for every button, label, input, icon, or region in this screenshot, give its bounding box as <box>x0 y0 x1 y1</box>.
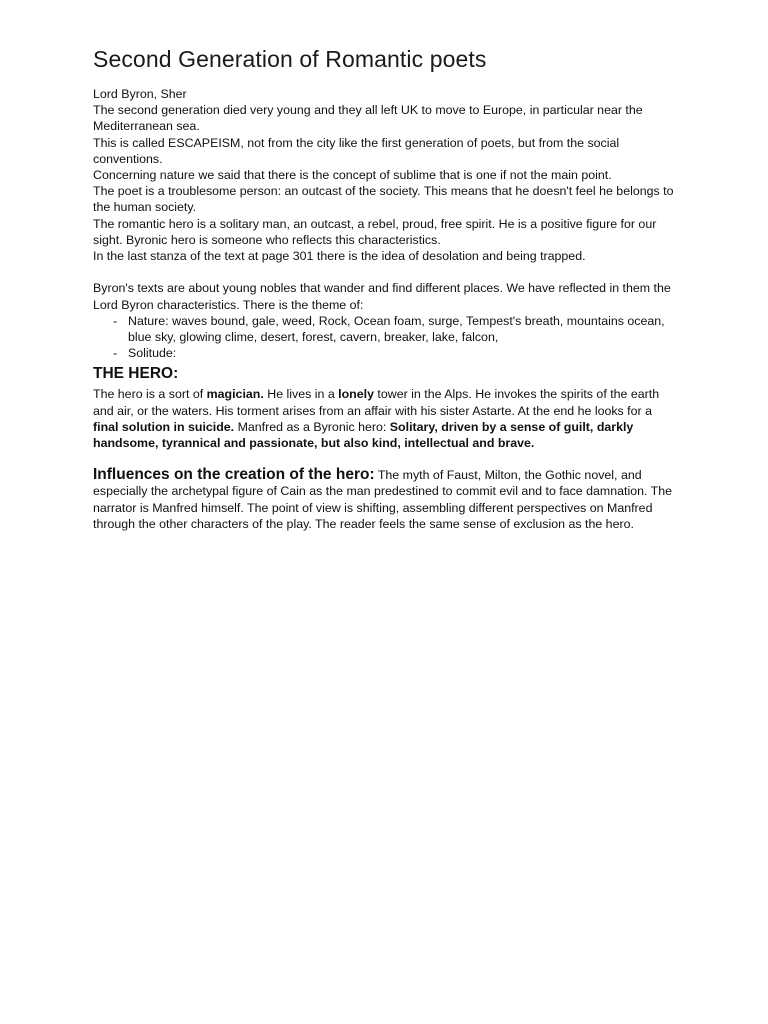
document-body <box>93 86 678 532</box>
hero-bold-final-solution: final solution in suicide. <box>93 419 235 434</box>
hero-text-3: tower in the Alps. He invokes the spirits of the earth and air, or the waters. His torment arises from an affair with his sister Astarte. At the end he looks for a <box>93 387 660 418</box>
byron-paragraph: Byron's texts are about young nobles that wander and find different places. We have reflected in them the Lord Byron characteristics. There is the theme of: <box>93 281 671 312</box>
list-item-text: Solitude: <box>128 346 177 361</box>
hero-heading: THE HERO: <box>93 365 179 383</box>
influences-paragraph <box>93 467 678 532</box>
document-title: Second Generation of Romantic poets <box>93 46 487 72</box>
hero-text-4: Manfred as a Byronic hero: <box>234 419 390 434</box>
intro-line-poet: The poet is a troublesome person: an outcast of the society. This means that he doesn't feel he belongs to the human society. <box>93 184 674 215</box>
hero-bold-lonely: lonely <box>338 387 374 402</box>
hero-paragraph <box>93 386 678 451</box>
influences-heading: Influences on the creation of the hero: <box>93 466 375 484</box>
hero-text-1: The hero is a sort of <box>93 387 207 402</box>
blank-line <box>93 264 678 280</box>
list-item-text: Nature: waves bound, gale, weed, Rock, Ocean foam, surge, Tempest's breath, mountains ocean, blue sky, glowing clime, desert, forest, cavern, breaker, lake, falcon, <box>128 313 665 345</box>
intro-line-nature: Concerning nature we said that there is the concept of sublime that is one if not the main point. <box>93 168 612 183</box>
hero-bold-magician: magician. <box>206 387 264 402</box>
list-dash: - <box>113 313 118 328</box>
intro-line-last-stanza: In the last stanza of the text at page 301 there is the idea of desolation and being trapped. <box>93 249 586 264</box>
blank-line <box>93 451 678 467</box>
intro-line-second-generation: The second generation died very young and they all left UK to move to Europe, in particular near the Mediterranean sea. <box>93 103 643 134</box>
theme-list <box>93 313 678 362</box>
list-item <box>113 345 678 361</box>
intro-line-author: Lord Byron, Sher <box>93 87 187 101</box>
document-page <box>93 44 678 532</box>
list-item <box>113 313 678 345</box>
list-dash: - <box>113 346 118 361</box>
influences-text: The myth of Faust, Milton, the Gothic novel, and especially the archetypal figure of Cain as the man predestined to commit evil and to face damnation. The narrator is Manfred himself. The point of view is shifting, assembling different perspectives on Manfred through the other characters of the play. The reader feels the same sense of exclusion as the hero. <box>93 468 673 531</box>
hero-bold-traits: Solitary, driven by a sense of guilt, darkly handsome, tyrannical and passionate, but also kind, intellectual and brave. <box>93 419 634 451</box>
intro-line-escapeism: This is called ESCAPEISM, not from the city like the first generation of poets, but from the social conventions. <box>93 135 620 166</box>
hero-text-2: He lives in a <box>263 387 339 402</box>
intro-line-romantic-hero: The romantic hero is a solitary man, an outcast, a rebel, proud, free spirit. He is a positive figure for our sight. Byronic hero is someone who reflects this characteristics. <box>93 216 657 247</box>
